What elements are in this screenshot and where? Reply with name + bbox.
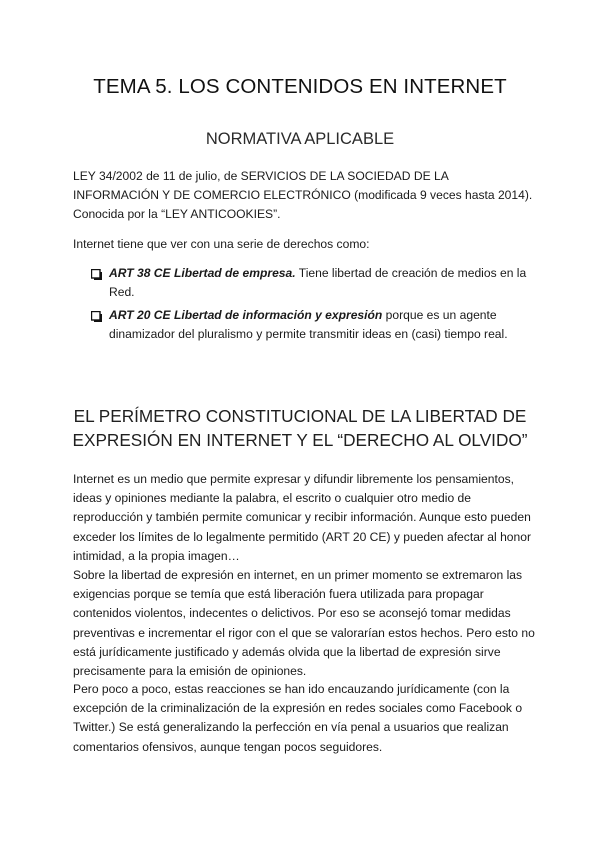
paragraph-derechos-intro: Internet tiene que ver con una serie de derechos como: <box>73 237 370 251</box>
section-heading-perimetro: EL PERÍMETRO CONSTITUCIONAL DE LA LIBERTAD DE EXPRESIÓN EN INTERNET Y EL “DERECHO AL OLVIDO” <box>72 406 528 450</box>
page-title: TEMA 5. LOS CONTENIDOS EN INTERNET <box>93 75 507 98</box>
paragraph-libertad-expresion: Sobre la libertad de expresión en internet, en un primer momento se extremaron las exigencias porque se temía que está liberación fuera utilizada para propagar contenidos violentos, indecentes o delictivos. Por eso se aconsejó tomar medidas preventivas e incrementar el rigor con el que se valorarían estos hechos. Pero esto no está jurídicamente justificado y además olvida que la libertad de expresión sirve precisamente para la emisión de opiniones. <box>73 568 535 679</box>
paragraph-internet-medio: Internet es un medio que permite expresar y difundir libremente los pensamientos, ideas y opiniones mediante la palabra, el escrito o cualquier otro medio de reproducción y también permite comunicar y recibir información. Aunque esto pueden exceder los límites de lo legalmente permitido (ART 20 CE) y pueden afectar al honor intimidad, a la propia imagen… <box>73 472 532 563</box>
paragraph-reacciones: Pero poco a poco, estas reacciones se han ido encauzando jurídicamente (con la excepción de la criminalización de la expresión en redes sociales como Facebook o Twitter.) Se está generalizando la perfección en vía penal a usuarios que realizan comentarios ofensivos, aunque tengan pocos seguidores. <box>73 682 523 754</box>
bullet-bold-label: ART 20 CE Libertad de información y expresión <box>109 308 383 322</box>
checkbox-square-icon <box>91 311 102 322</box>
bullet-description: porque es un agente dinamizador del pluralismo y permite transmitir ideas en (casi) tiempo real. <box>109 308 508 342</box>
bullet-text <box>91 306 535 344</box>
bullet-description: Tiene libertad de creación de medios en la Red. <box>109 266 527 300</box>
bullet-item-art20 <box>91 306 535 344</box>
bullet-text <box>91 264 535 302</box>
bullet-item-art38 <box>91 264 535 302</box>
section-heading-normativa: NORMATIVA APLICABLE <box>205 130 395 148</box>
bullet-bold-label: ART 38 CE Libertad de empresa. <box>109 266 296 280</box>
paragraph-ley: LEY 34/2002 de 11 de julio, de SERVICIOS DE LA SOCIEDAD DE LA INFORMACIÓN Y DE COMERCIO ELECTRÓNICO (modificada 9 veces hasta 2014). Conocida por la “LEY ANTICOOKIES”. <box>73 169 533 222</box>
checkbox-square-icon <box>91 269 102 280</box>
